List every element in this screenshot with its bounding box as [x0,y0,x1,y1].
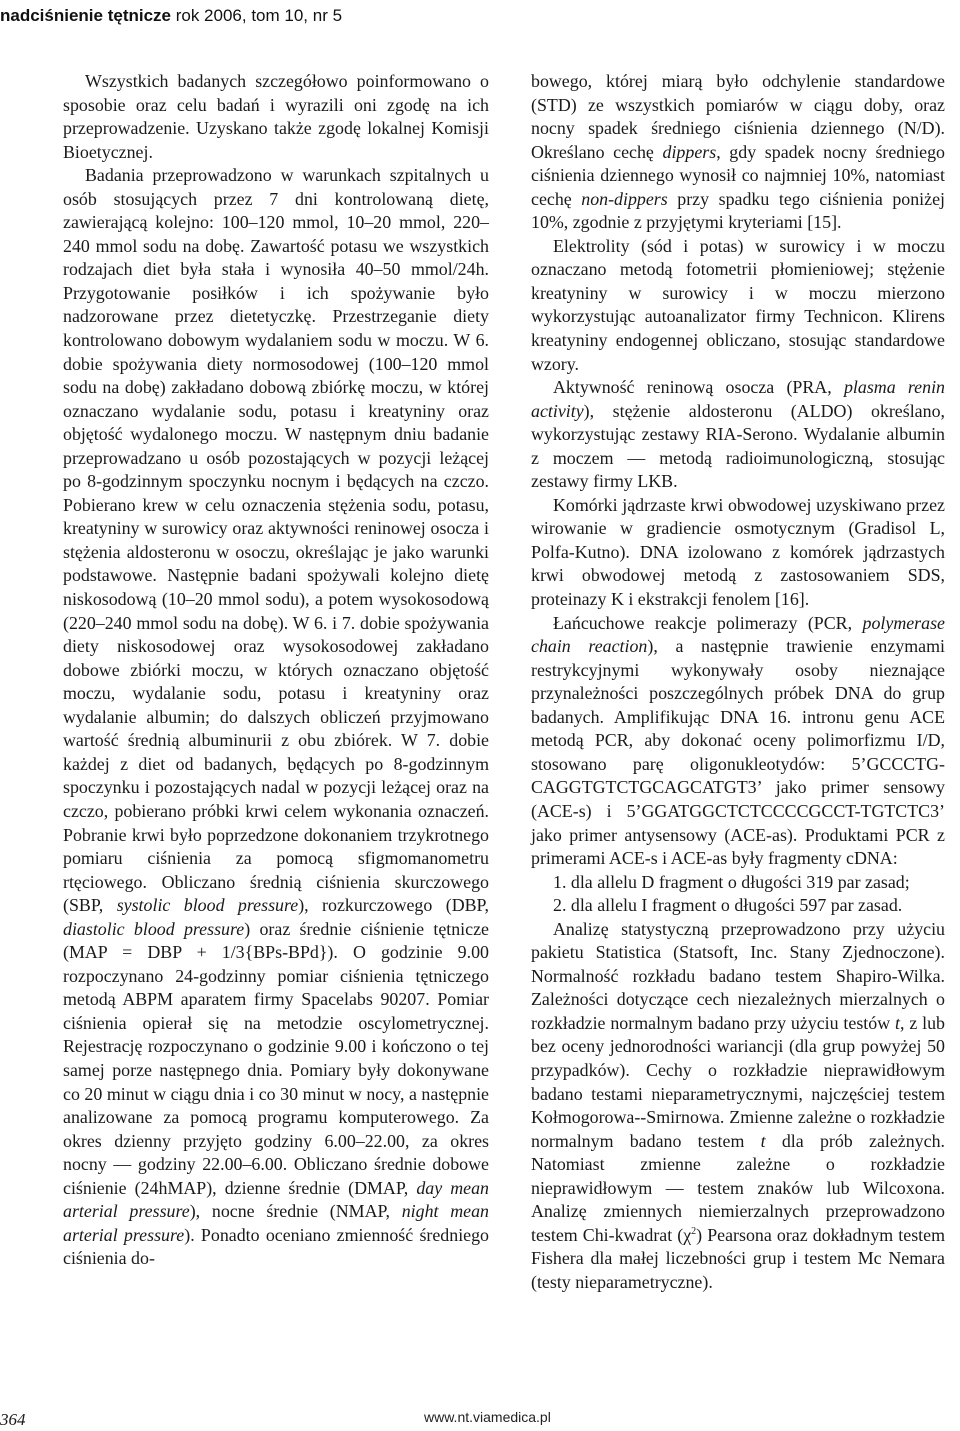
italic-term: day mean arterial pressure [63,1177,489,1222]
text-run: Badania przeprowadzono w warunkach szpitalnych u osób stosujących przez 7 dni kontrolowaną dietę, zawierającą kolejno: 100–120 mmol, 10–20 mmol, 220–240 mmol sodu na dobę. Zawartość potasu we wszystkich rodzajach diet była stała i wynosiła 40–50 mmol/24h. Przygotowanie posiłków i ich spożywanie było nadzorowane przez dietetyczkę. Przestrzeganie diety kontrolowano dobowym wydalaniem sodu w moczu. W 6. dobie spożywania diety normosodowej (100–120 mmol sodu na dobę) zakładano dobową zbiórkę moczu, w której oznaczano wydalanie sodu, potasu i kreatyniny oraz objętość wydalonego moczu. W następnym dniu badanie przeprowadzano u osób pozostających w pozycji leżącej po 8-godzinnym spoczynku nocnym i będących na czczo. Pobierano krew w celu oznaczenia stężenia sodu, potasu, kreatyniny w surowicy oraz aktywności reninowej osocza i stężenia aldosteronu w osoczu, określając je jako warunki podstawowe. Następnie badani spożywali kolejno dietę niskosodową (10–20 mmol sodu), a potem wysokosodową (220–240 mmol sodu na dobę). W 6. i 7. dobie spożywania diety niskosodowej oraz wysokosodowej zakładano dobowe zbiórki moczu, w których oznaczano objętość moczu, wydalanie sodu, potasu i kreatyniny oraz wydalanie albumin; do dalszych obliczeń przyjmowano wartość średnią albuminurii z obu zbiórek. W 7. dobie każdej z diet od badanych, będących po 8-godzinnym spoczynku i pozostających nadal w pozycji leżącej oraz na czczo, pobierano próbki krwi celem wykonania oznaczeń. Pobranie krwi było poprzedzone dokonaniem trzykrotnego pomiaru ciśnienia za pomocą sfigmomanometru rtęciowego. Obliczano średnią ciśnienia skurczowego (SBP, [63,165,489,916]
text-run: , z lub bez oceny jednorodności wariancji (dla grup powyżej 50 przypadków). Cechy o rozkładzie nieprawidłowym badano testami nieparametrycznymi, najczęściej testem Kołmogorowa--Smirnowa. Zmienne zależne o rozkładzie normalnym badano testem [531,1012,945,1151]
italic-term: dippers [662,141,717,162]
right-column [531,70,945,1294]
italic-term: non-dippers [581,188,668,209]
paragraph-renin [531,376,945,494]
journal-title: nadciśnienie tętnicze [0,6,171,25]
footer-url[interactable]: www.nt.viamedica.pl [424,1409,551,1425]
text-run: ), stężenie aldosteronu (ALDO) określano, wykorzystując zestawy RIA-Serono. Wydalanie albumin z moczem — metodą radioimunologiczną, stosując zestawy firmy LKB. [531,400,945,492]
italic-term: t [895,1012,900,1033]
italic-term: night mean arterial pressure [63,1201,489,1245]
list-item: 1. dla allelu D fragment o długości 319 par zasad; [553,871,910,892]
text-run: ), a następnie trawienie enzymami restrykcyjnymi wykonywały osoby nieznające przynależności poszczególnych próbek DNA do grup badanych. Amplifikując DNA 16. intronu genu ACE metodą PCR, aby dokonać oceny polimorfizmu I/D, stosowano parę oligonukleotydów: 5’GCCCTG-CAGGTGTCTGCAGCATGT3’ jako primer sensowy (ACE-s) i 5’GGATGGCTCTCCCCGCCT-TGTCTC3’ jako primer antysensowy (ACE-as). Produktami PCR z primerami ACE-s i ACE-as były fragmenty cDNA: [531,636,945,869]
paragraph-consent: Wszystkich badanych szczegółowo poinformowano o sposobie oraz celu badań i wyrazili oni zgodę na ich przeprowadzenie. Uzyskano także zgodę lokalnej Komisji Bioetycznej. [63,71,489,162]
text-run: ), nocne średnie (NMAP, [189,1201,402,1222]
volume-info: rok 2006, tom 10, nr 5 [171,6,343,25]
left-column [63,70,489,1271]
text-run: Analizę statystyczną przeprowadzono przy użyciu pakietu Statistica (Statsoft, Inc. Stany Zjednoczone). Normalność rozkładu badano testem Shapiro-Wilka. Zależności dotyczące cech niezależnych mierzalnych o rozkładzie normalnym badano przy użyciu testów [531,918,945,1033]
superscript: 2 [691,1225,697,1237]
paragraph-pcr [531,612,945,871]
paragraph-dna: Komórki jądrzaste krwi obwodowej uzyskiwano przez wirowanie w gradiencie osmotycznym (Gradisol L, Polfa-Kutno). DNA izolowano z komórek jądrzastych krwi obwodowej metodą z zastosowaniem SDS, proteinazy K i ekstrakcji fenolem [16]. [531,494,945,610]
text-run: Łańcuchowe reakcje polimerazy (PCR, [553,612,863,633]
italic-term: polymerase chain reaction [531,612,945,657]
italic-term: plasma renin activity [531,377,945,421]
list-item: 2. dla allelu I fragment o długości 597 par zasad. [553,895,903,916]
italic-term: systolic blood pressure [116,895,299,916]
paragraph-continued [531,70,945,235]
paragraph-methods [63,164,489,1271]
text-run: ), rozkurczowego (DBP, [298,895,489,916]
paragraph-electrolytes: Elektrolity (sód i potas) w surowicy i w moczu oznaczano metodą fotometrii płomieniowej; stężenie kreatyniny w surowicy i w moczu mierzono wykorzystując autoanalizator firmy Technicon. Klirens kreatyniny endogennej obliczano, stosując standardowe wzory. [531,235,945,374]
text-run: bowego, której miarą było odchylenie standardowe (STD) ze wszystkich pomiarów w ciągu doby, oraz nocny spadek średniego ciśnienia dziennego (N/D). Określano cechę [531,71,945,162]
italic-term: diastolic blood pressure [63,918,245,939]
italic-term: t [760,1130,766,1151]
running-head [0,6,342,26]
page-number: 364 [0,1410,26,1429]
text-run: ) oraz średnie ciśnienie tętnicze (MAP = DBP + 1/3{BPs-BPd}). O godzinie 9.00 rozpoczynano 24-godzinny pomiar ciśnienia tętniczego metodą ABPM aparatem firmy Spacelabs 90207. Pomiar ciśnienia opierał się na metodzie oscylometrycznej. Rejestrację rozpoczynano o godzinie 9.00 i kończono o tej samej porze następnego dnia. Pomiary były dokonywane co 20 minut w ciągu dnia i co 30 minut w nocy, a następnie analizowane za pomocą programu komputerowego. Za okres dzienny przyjęto godziny 6.00–22.00, za okres nocny — godziny 22.00–6.00. Obliczano średnie dobowe ciśnienie (24hMAP), dzienne średnie (DMAP, [63,918,489,1198]
text-run: ) Pearsona oraz dokładnym testem Fishera dla małej liczebności grup i testem Mc Nemara (testy nieparametryczne). [531,1224,945,1292]
text-run: , gdy spadek nocny średniego ciśnienia dziennego wynosił co najmniej 10%, natomiast cechę [531,141,946,209]
text-run: dla prób zależnych. Natomiast zmienne zależne o rozkładzie nieprawidłowym — testem znaków lub Wilcoxona. Analizę zmiennych niemierzalnych przeprowadzono testem Chi-kwadrat (χ [531,1130,945,1245]
paragraph-statistics [531,918,945,1295]
text-run: Aktywność reninową osocza (PRA, [553,377,844,398]
text-run: ). Ponadto oceniano zmienność średniego ciśnienia do- [63,1224,489,1269]
text-run: przy spadku tego ciśnienia poniżej 10%, zgodnie z przyjętymi kryteriami [15]. [531,188,945,233]
